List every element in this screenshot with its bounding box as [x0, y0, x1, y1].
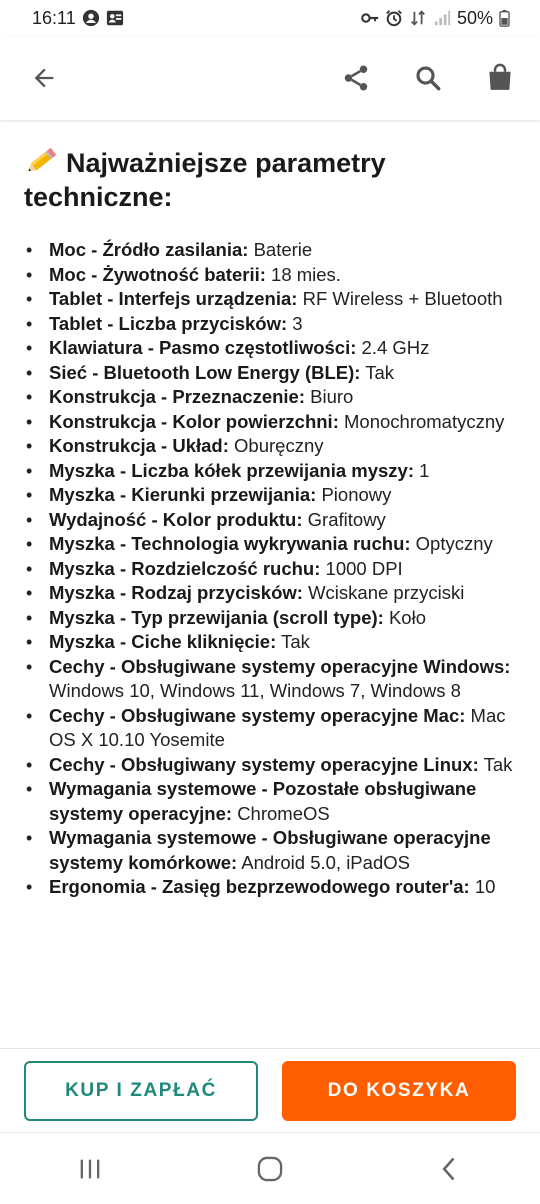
status-right [361, 8, 510, 29]
spec-value: Grafitowy [307, 508, 386, 530]
spec-value: Koło [388, 606, 426, 628]
account-circle-icon [82, 9, 100, 27]
spec-key: Myszka - Liczba kółek przewijania myszy: [49, 459, 415, 481]
search-icon [413, 63, 443, 93]
spec-item [24, 238, 516, 263]
spec-key: Tablet - Interfejs urządzenia: [49, 288, 298, 309]
spec-item [24, 312, 516, 337]
spec-value: RF Wireless + Bluetooth [302, 288, 503, 309]
status-left [32, 8, 124, 29]
spec-item [24, 434, 516, 459]
spec-key: Cechy - Obsługiwany systemy operacyjne Linux: [49, 753, 479, 775]
back-chevron-icon [436, 1155, 464, 1183]
spec-item [24, 410, 516, 435]
spec-value: Android 5.0, iPadOS [241, 851, 410, 873]
spec-key: Cechy - Obsługiwane systemy operacyjne Windows: [49, 655, 511, 677]
status-bar [0, 0, 540, 36]
spec-item [24, 606, 516, 631]
spec-item [24, 826, 516, 875]
pencil-icon [24, 146, 60, 176]
spec-value: 10 [474, 876, 496, 897]
spec-key: Moc - Żywotność baterii: [49, 263, 266, 285]
back-nav-button[interactable] [420, 1139, 480, 1199]
spec-key: Sieć - Bluetooth Low Energy (BLE): [49, 361, 361, 383]
spec-value: ChromeOS [237, 802, 330, 824]
spec-item [24, 532, 516, 557]
contact-card-icon [106, 9, 124, 27]
status-time: 16:11 [32, 7, 76, 28]
battery-icon [499, 9, 510, 27]
spec-item [24, 336, 516, 361]
spec-item [24, 630, 516, 655]
spec-key: Myszka - Kierunki przewijania: [49, 484, 317, 505]
back-button[interactable] [22, 56, 66, 100]
spec-key: Myszka - Technologia wykrywania ruchu: [49, 533, 411, 554]
share-button[interactable] [334, 56, 378, 100]
spec-key: Cechy - Obsługiwane systemy operacyjne Mac: [49, 704, 466, 726]
home-icon [256, 1155, 284, 1183]
spec-key: Wydajność - Kolor produktu: [49, 508, 303, 530]
spec-value: Tak [365, 361, 395, 383]
battery-percent: 50% [456, 7, 493, 28]
recents-button[interactable] [60, 1139, 120, 1199]
spec-value: 1 [419, 459, 430, 481]
add-to-cart-button[interactable]: DO KOSZYKA [282, 1061, 516, 1121]
spec-key: Konstrukcja - Kolor powierzchni: [49, 410, 339, 432]
spec-key: Wymagania systemowe - Pozostałe obsługiwane systemy operacyjne: [49, 778, 477, 824]
spec-value: Optyczny [415, 533, 493, 554]
spec-key: Myszka - Ciche kliknięcie: [49, 631, 277, 652]
spec-item [24, 777, 516, 826]
spec-item [24, 385, 516, 410]
spec-value: Windows 10, Windows 11, Windows 7, Windows 8 [49, 680, 461, 701]
spec-item [24, 581, 516, 606]
spec-key: Konstrukcja - Układ: [49, 435, 229, 456]
spec-value: Baterie [253, 239, 313, 260]
spec-list [24, 238, 516, 900]
spec-item [24, 875, 516, 900]
spec-key: Klawiatura - Pasmo częstotliwości: [49, 337, 357, 358]
spec-value: Oburęczny [234, 435, 324, 456]
spec-value: 1000 DPI [325, 557, 403, 579]
spec-item [24, 263, 516, 288]
recents-icon [76, 1155, 104, 1183]
spec-item [24, 753, 516, 778]
spec-key: Tablet - Liczba przycisków: [49, 312, 288, 334]
alarm-icon [385, 9, 403, 27]
key-icon [361, 9, 379, 27]
spec-item [24, 287, 516, 312]
spec-item [24, 655, 516, 704]
home-button[interactable] [240, 1139, 300, 1199]
spec-value: 2.4 GHz [361, 337, 430, 358]
spec-item [24, 459, 516, 484]
spec-item [24, 361, 516, 386]
spec-key: Ergonomia - Zasięg bezprzewodowego router'a: [49, 876, 470, 897]
spec-value: Biuro [310, 386, 354, 407]
specs-section-title [24, 146, 516, 214]
section-title-text: Najważniejsze parametry techniczne: [24, 148, 386, 212]
spec-value: Tak [281, 631, 310, 652]
spec-key: Konstrukcja - Przeznaczenie: [49, 386, 305, 407]
share-icon [341, 63, 371, 93]
buy-now-button[interactable]: KUP I ZAPŁAĆ [24, 1061, 258, 1121]
shopping-bag-icon [485, 63, 515, 93]
spec-key: Myszka - Typ przewijania (scroll type): [49, 606, 384, 628]
search-button[interactable] [406, 56, 450, 100]
spec-value: 18 mies. [271, 263, 341, 285]
signal-icon [433, 9, 451, 27]
product-specs-content[interactable] [0, 120, 540, 1048]
spec-value: Pionowy [321, 484, 392, 505]
bottom-action-bar [0, 1048, 540, 1132]
spec-item [24, 704, 516, 753]
back-arrow-icon [30, 64, 58, 92]
spec-value: Mac OS X 10.10 Yosemite [49, 704, 506, 750]
app-bar-actions [334, 56, 522, 100]
spec-value: Monochromatyczny [344, 410, 505, 432]
system-nav-bar [0, 1132, 540, 1204]
spec-key: Myszka - Rozdzielczość ruchu: [49, 557, 321, 579]
spec-item [24, 483, 516, 508]
cart-button[interactable] [478, 56, 522, 100]
app-bar [0, 36, 540, 120]
spec-value: 3 [292, 312, 303, 334]
spec-value: Tak [483, 753, 513, 775]
spec-key: Myszka - Rodzaj przycisków: [49, 582, 303, 603]
spec-key: Moc - Źródło zasilania: [49, 239, 249, 260]
data-transfer-icon [409, 9, 427, 27]
spec-key: Wymagania systemowe - Obsługiwane operacyjne systemy komórkowe: [49, 827, 491, 873]
spec-item [24, 508, 516, 533]
spec-item [24, 557, 516, 582]
spec-value: Wciskane przyciski [308, 582, 465, 603]
